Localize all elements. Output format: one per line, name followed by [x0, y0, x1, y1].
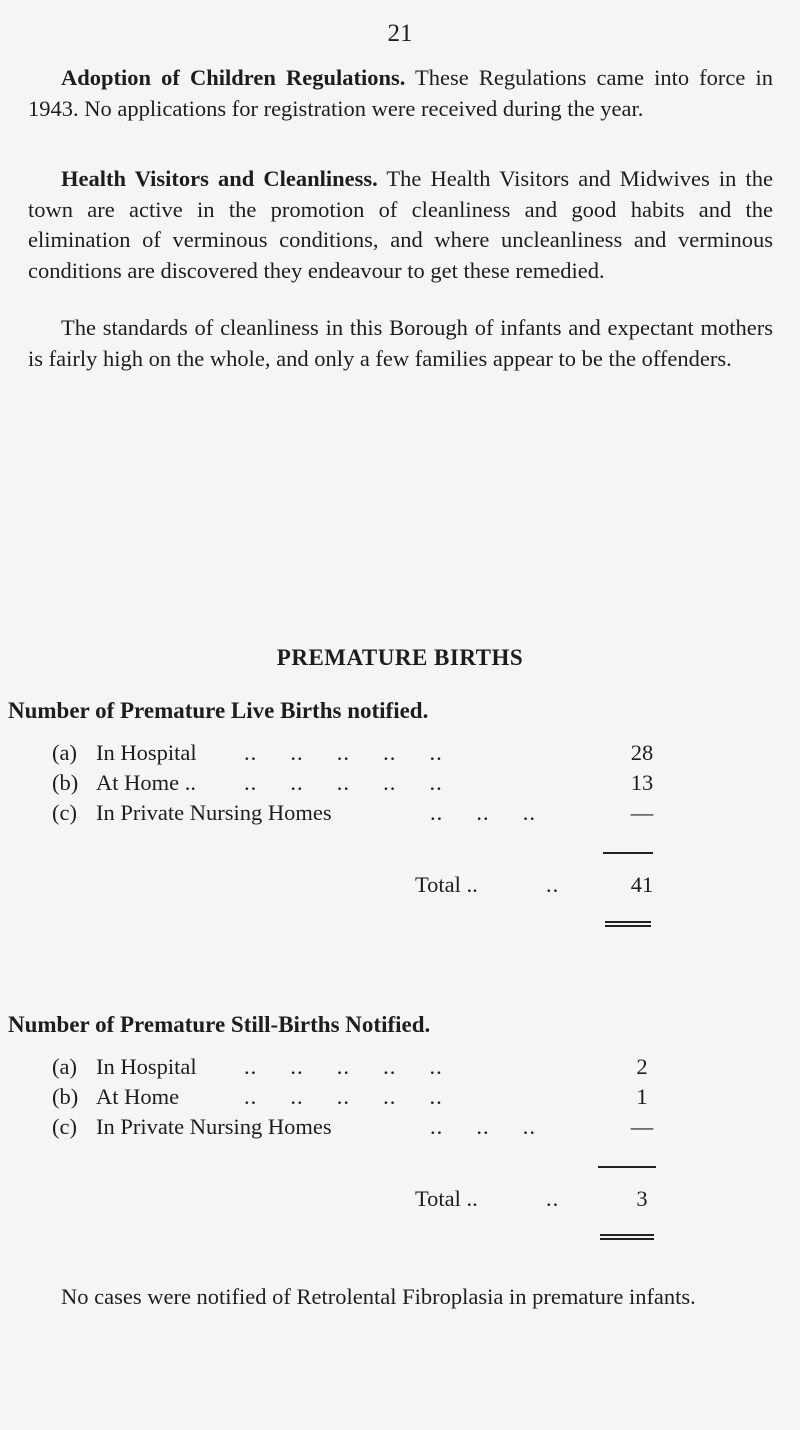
row-label: In Hospital: [96, 1054, 197, 1079]
row-value: 2: [636, 1054, 648, 1079]
total-rule: [600, 1238, 654, 1240]
total-rule: [605, 921, 651, 923]
row-value: 28: [630, 740, 654, 765]
row-value: —: [630, 800, 654, 825]
row-value: 13: [630, 770, 654, 795]
live-births-heading: Number of Premature Live Births notified.: [8, 698, 429, 723]
leader-dots: .. .. .. .. ..: [244, 740, 443, 765]
leader-dots: .. .. .. .. ..: [244, 1054, 443, 1079]
still-births-row-hospital: [52, 1054, 672, 1084]
live-births-total-label: Total ..: [415, 872, 478, 897]
health-visitors-heading: Health Visitors and Cleanliness.: [61, 166, 378, 191]
standards-paragraph: [28, 313, 773, 374]
closing-paragraph: [28, 1282, 773, 1313]
row-marker: (a): [52, 740, 77, 765]
live-births-total-value: 41: [630, 872, 654, 897]
row-label: In Hospital: [96, 740, 197, 765]
row-marker: (c): [52, 1114, 77, 1139]
still-births-total-label: Total ..: [415, 1186, 478, 1211]
health-visitors-text: The Health Visitors and Midwives in the town are active in the promotion of cleanliness and good habits and the elimination of verminous conditions, and where uncleanliness and verminous conditions are discovered they endeavour to get these remedied.: [28, 166, 773, 283]
health-visitors-paragraph: [28, 164, 773, 286]
leader-dots: .. .. .. .. ..: [244, 1084, 443, 1109]
leader-dots: .. .. .. .. ..: [244, 770, 443, 795]
adoption-paragraph: [28, 63, 773, 124]
standards-text: The standards of cleanliness in this Borough of infants and expectant mothers is fairly high on the whole, and only a few families appear to be the offenders.: [28, 315, 773, 371]
section-title: PREMATURE BIRTHS: [276, 645, 524, 670]
still-births-row-home: [52, 1084, 672, 1114]
still-births-row-nursing-homes: [52, 1114, 672, 1144]
row-label: In Private Nursing Homes: [96, 1114, 332, 1139]
row-marker: (c): [52, 800, 77, 825]
row-label: In Private Nursing Homes: [96, 800, 332, 825]
total-rule: [605, 925, 651, 927]
row-marker: (b): [52, 770, 79, 795]
adoption-text: These Regulations came into force in 1943. No applications for registration were received during the year.: [28, 65, 773, 121]
live-births-row-home: [52, 770, 672, 800]
live-births-row-nursing-homes: [52, 800, 672, 830]
closing-text: No cases were notified of Retrolental Fibroplasia in premature infants.: [61, 1284, 696, 1309]
leader-dots: ..: [546, 872, 560, 897]
leader-dots: .. .. ..: [430, 800, 536, 825]
row-value: —: [630, 1114, 654, 1139]
row-marker: (b): [52, 1084, 79, 1109]
leader-dots: .. .. ..: [430, 1114, 536, 1139]
leader-dots: ..: [546, 1186, 560, 1211]
row-value: 1: [636, 1084, 648, 1109]
total-rule: [600, 1234, 654, 1236]
still-births-total-value: 3: [636, 1186, 648, 1211]
adoption-heading: Adoption of Children Regulations.: [61, 65, 406, 90]
page-number: 21: [387, 20, 413, 47]
row-label: At Home: [96, 1084, 180, 1109]
subtotal-rule: [603, 852, 653, 854]
subtotal-rule: [598, 1166, 656, 1168]
still-births-heading: Number of Premature Still-Births Notified.: [8, 1012, 431, 1037]
row-marker: (a): [52, 1054, 77, 1079]
live-births-row-hospital: [52, 740, 672, 770]
row-label: At Home ..: [96, 770, 196, 795]
